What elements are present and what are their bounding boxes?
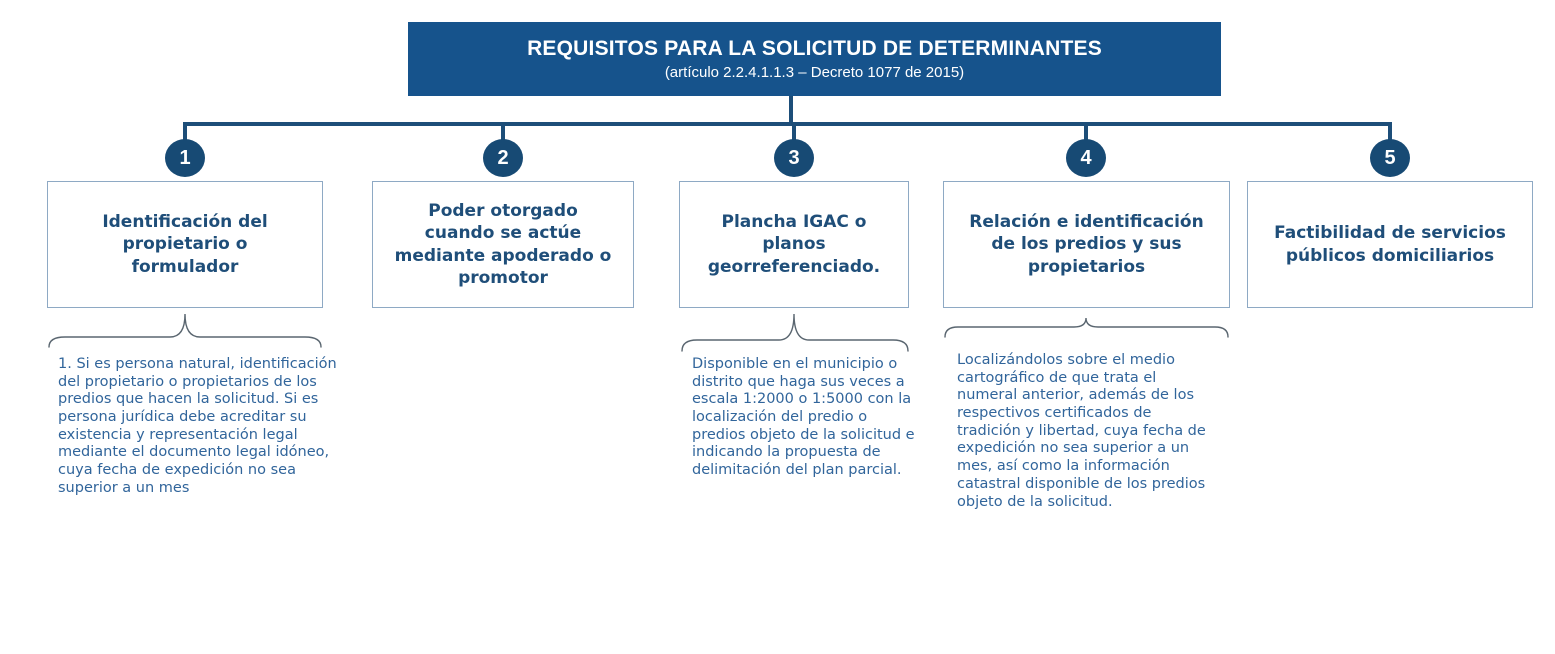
requirement-detail-1: 1. Si es persona natural, identificación del propietario o propietarios de los predios que hacen la solicitud. Si es persona jurídica debe acreditar su existencia y representación legal mediante el documento legal idóneo, cuya fecha de expedición no sea superior a un mes: [58, 356, 337, 496]
connector-title-stem: [789, 96, 793, 124]
requirement-detail-4: Localizándolos sobre el medio cartográfico de que trata el numeral anterior, además de los respectivos certificados de tradición y libertad, cuya fecha de expedición no sea superior a un mes, así como la información catastral disponible de los predios objeto de la solicitud.: [957, 352, 1206, 510]
diagram-subtitle: (artículo 2.2.4.1.1.3 – Decreto 1077 de 2015): [664, 64, 965, 81]
step-number-3: 3: [774, 139, 814, 177]
brace-icon-4: [944, 317, 1229, 339]
title-banner: [408, 22, 1221, 96]
step-number-2: 2: [483, 139, 523, 177]
requirement-label-5: Factibilidad de servicios públicos domiciliarios: [1274, 223, 1506, 266]
requirement-label-1: Identificación del propietario o formulador: [102, 212, 268, 277]
requirement-box-3: [679, 181, 909, 308]
step-number-5: 5: [1370, 139, 1410, 177]
requirement-box-2: [372, 181, 634, 308]
requirement-box-5: [1247, 181, 1533, 308]
requirement-label-2: Poder otorgado cuando se actúe mediante apoderado o promotor: [394, 201, 612, 288]
requirement-label-4: Relación e identificación de los predios y sus propietarios: [969, 212, 1204, 277]
diagram-title: REQUISITOS PARA LA SOLICITUD DE DETERMINANTES: [527, 37, 1102, 60]
step-number-1: 1: [165, 139, 205, 177]
requirement-box-4: [943, 181, 1230, 308]
connector-horizontal-rail: [183, 122, 1392, 126]
brace-icon-3: [681, 312, 909, 353]
requirement-detail-3: Disponible en el municipio o distrito que haga sus veces a escala 1:2000 o 1:5000 con la localización del predio o predios objeto de la solicitud e indicando la propuesta de delimitación del plan parcial.: [692, 356, 915, 479]
brace-icon-1: [48, 312, 322, 349]
requirement-box-1: [47, 181, 323, 308]
requirement-label-3: Plancha IGAC o planos georreferenciado.: [707, 212, 881, 277]
step-number-4: 4: [1066, 139, 1106, 177]
